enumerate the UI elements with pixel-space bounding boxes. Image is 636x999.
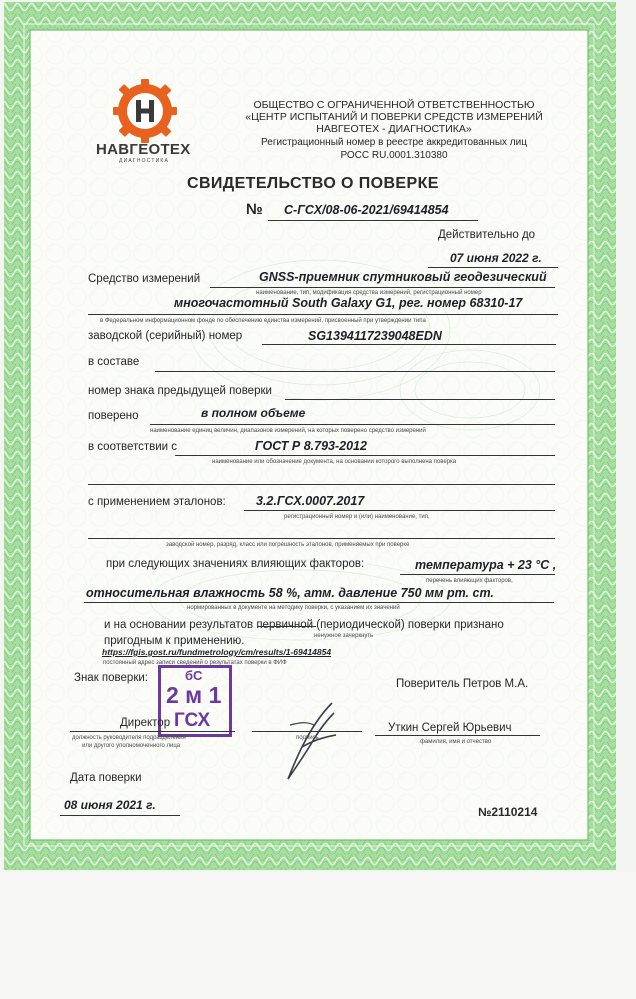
org-line-5: РОСС RU.0001.310380 bbox=[340, 150, 448, 161]
accordance-hint: наименование или обозначение документа, на основании которого выполнена поверка bbox=[212, 459, 457, 465]
form-number: №2110214 bbox=[478, 805, 538, 819]
director-name-hint: фамилия, имя и отчество bbox=[420, 739, 492, 745]
verified-label: поверено bbox=[88, 410, 139, 422]
director-hint-2: или другого уполномоченного лица bbox=[82, 743, 181, 749]
date-underline bbox=[60, 815, 180, 816]
stamp-bottom: ГСХ bbox=[174, 710, 211, 731]
verified-underline bbox=[150, 424, 555, 425]
certificate-title: СВИДЕТЕЛЬСТВО О ПОВЕРКЕ bbox=[187, 175, 439, 192]
standards-hint-2: заводской номер, разряд, класс или погрешность эталонов, применяемых при поверке bbox=[166, 542, 410, 548]
instrument-hint: наименование, тип, модификация средства измерений, регистрационный номер bbox=[256, 290, 482, 296]
verified-value: в полном объеме bbox=[201, 406, 306, 420]
stamp-top: бС bbox=[185, 668, 203, 683]
prev-mark-label: номер знака предыдущей поверки bbox=[88, 385, 272, 397]
director-name: Уткин Сергей Юрьевич bbox=[388, 722, 512, 734]
standards-label: с применением эталонов: bbox=[88, 496, 226, 508]
strike-through-primary bbox=[258, 626, 316, 627]
instrument-value-line1: GNSS-приемник спутниковый геодезический bbox=[259, 270, 547, 284]
accordance-value: ГОСТ Р 8.793-2012 bbox=[255, 439, 367, 453]
verified-hint: наименование единиц величин, диапазонов измерений, на которых поверено средство измерений bbox=[150, 428, 426, 434]
instrument-underline-1 bbox=[210, 287, 555, 288]
certificate-number: С-ГСХ/08-06-2021/69414854 bbox=[284, 203, 449, 217]
director-hint-1: должность руководителя подразделения bbox=[72, 735, 186, 741]
instrument-value-line2: многочастотный South Galaxy G1, рег. номер 68310-17 bbox=[174, 296, 523, 310]
accordance-label: в соответствии с bbox=[88, 441, 178, 453]
valid-until-label: Действительно до bbox=[438, 229, 536, 241]
basis-text-1: и на основании результатов первичной (периодической) поверки признано bbox=[104, 619, 504, 631]
stamp-middle: 2 м 1 bbox=[166, 682, 222, 708]
standards-value: 3.2.ГСХ.0007.2017 bbox=[256, 494, 365, 508]
serial-value: SG1394117239048EDN bbox=[308, 329, 442, 343]
valid-until-date: 07 июня 2022 г. bbox=[450, 251, 542, 265]
serial-underline bbox=[262, 344, 556, 345]
verifier-text: Поверитель Петров М.А. bbox=[396, 678, 529, 690]
fgis-url[interactable]: https://fgis.gost.ru/fundmetrology/cm/results/1-69414854 bbox=[102, 647, 332, 657]
factors-hint-2: нормированных в документе на методику поверки, с указанием их значений bbox=[187, 605, 400, 611]
navgeotech-logo-icon bbox=[112, 78, 178, 144]
serial-label: заводской (серийный) номер bbox=[88, 330, 243, 342]
standards-underline-2 bbox=[88, 538, 555, 539]
fif-hint: в Федеральном информационном фонде по обеспечению единства измерений, присвоенный при утверждении типа bbox=[100, 318, 426, 324]
factors-underline-2 bbox=[84, 602, 554, 603]
director-label: Директор bbox=[120, 717, 171, 729]
org-line-3: НАВГЕОТЕХ - ДИАГНОСТИКА» bbox=[316, 123, 472, 135]
factors-label: при следующих значениях влияющих факторов: bbox=[106, 558, 365, 570]
accordance-underline-2 bbox=[88, 484, 555, 485]
number-underline bbox=[268, 220, 478, 221]
signature-hint: подпись bbox=[296, 735, 319, 741]
org-line-4: Регистрационный номер в реестре аккредитованных лиц bbox=[261, 137, 527, 148]
director-underline bbox=[70, 731, 235, 732]
factors-hint-1: перечень влияющих факторов, bbox=[426, 578, 513, 584]
number-sign: № bbox=[246, 201, 263, 218]
standards-hint-1: регистрационный номер и (или) наименование, тип, bbox=[284, 514, 430, 520]
mark-label: Знак поверки: bbox=[74, 672, 148, 684]
logo-wordmark: НАВГЕОТЕХ bbox=[96, 141, 191, 158]
director-name-underline bbox=[375, 735, 540, 736]
instrument-underline-2 bbox=[88, 314, 558, 315]
factors-value-2: относительная влажность 58 %, атм. давление 750 мм рт. ст. bbox=[86, 586, 494, 600]
org-line-2: «ЦЕНТР ИСПЫТАНИЙ И ПОВЕРКИ СРЕДСТВ ИЗМЕРЕНИЙ bbox=[245, 111, 543, 123]
signature-underline bbox=[252, 731, 362, 732]
composition-label: в составе bbox=[88, 356, 140, 368]
valid-date-underline bbox=[428, 267, 558, 268]
date-label: Дата поверки bbox=[70, 772, 142, 784]
composition-underline bbox=[155, 371, 555, 372]
factors-underline-1 bbox=[400, 574, 555, 575]
logo-subtitle: ДИАГНОСТИКА bbox=[119, 158, 170, 164]
accordance-underline bbox=[175, 455, 555, 456]
basis-text-2: пригодным к применению. bbox=[104, 635, 245, 647]
instrument-label: Средство измерений bbox=[88, 273, 201, 285]
prev-mark-underline bbox=[285, 399, 555, 400]
url-hint: постоянный адрес записи сведений о результатах поверки в ФИФ bbox=[103, 660, 287, 666]
date-value: 08 июня 2021 г. bbox=[64, 798, 156, 812]
basis-hint: ненужное зачеркнуть bbox=[314, 633, 374, 639]
org-line-1: ОБЩЕСТВО С ОГРАНИЧЕННОЙ ОТВЕТСТВЕННОСТЬЮ bbox=[253, 99, 535, 111]
factors-value-1: температура + 23 °С , bbox=[415, 558, 557, 572]
standards-underline bbox=[244, 510, 555, 511]
